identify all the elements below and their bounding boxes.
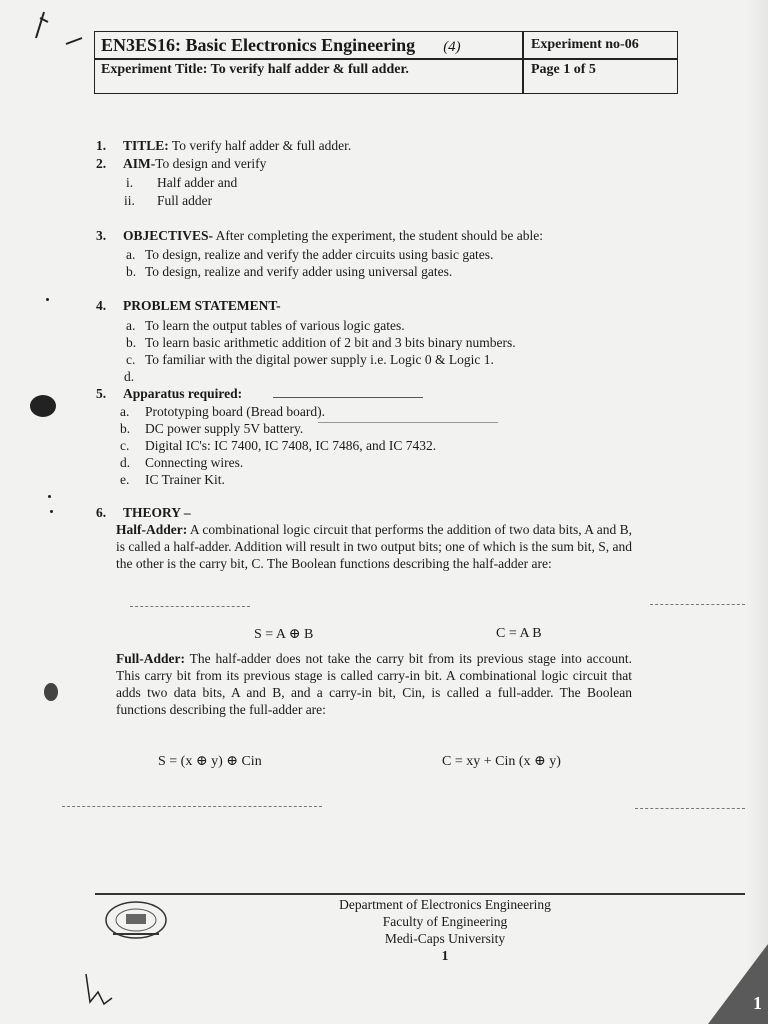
course-title (101, 35, 461, 56)
full-adder-lead: Full-Adder: (116, 651, 185, 666)
experiment-title: Experiment Title: To verify half adder & full adder. (101, 62, 409, 77)
aim-item-marker: i. (126, 175, 134, 190)
section-2-label: AIM- (123, 156, 156, 171)
objective-item: To design, realize and verify the adder circuits using basic gates. (145, 247, 494, 262)
problem-item: To learn the output tables of various logic gates. (145, 318, 405, 333)
scan-speck (48, 495, 51, 498)
scan-edge-shadow (746, 0, 768, 1024)
aim-item: Half adder and (157, 175, 238, 190)
section-3-text: After completing the experiment, the student should be able: (215, 228, 543, 243)
pen-scribble-icon (82, 968, 116, 1008)
footer-university: Medi-Caps University (384, 931, 506, 946)
full-adder-carry-equation: C = xy + Cin (x ⊕ y) (442, 754, 561, 769)
half-adder-paragraph (116, 521, 632, 572)
apparatus-item-marker: d. (120, 455, 131, 470)
full-adder-text: The half-adder does not take the carry bit from its previous stage into account. This carry bit from its previous stage is called carry-in bit. A combinational logic circuit that adds two data bits, A and B, and a carry-in bit, Cin, is called a full-adder. The Boolean functions describing the full-adder are: (116, 651, 632, 717)
objective-item-marker: b. (126, 264, 137, 279)
apparatus-item: IC Trainer Kit. (145, 472, 225, 487)
footer-rule (95, 893, 745, 895)
experiment-number: Experiment no-06 (531, 37, 639, 52)
problem-item-marker: a. (126, 318, 136, 333)
section-1-label: TITLE: (123, 138, 169, 153)
section-5-title: Apparatus required: (123, 386, 243, 401)
footer-faculty: Faculty of Engineering (382, 914, 508, 929)
pencil-dash (62, 806, 322, 807)
apparatus-item: Prototyping board (Bread board). (145, 404, 325, 419)
scan-ink-blot (30, 395, 56, 417)
scan-speck (50, 510, 53, 513)
header-divider-vertical (522, 32, 524, 93)
section-3-number: 3. (96, 228, 107, 243)
pencil-underline (318, 422, 498, 423)
objective-item-marker: a. (126, 247, 136, 262)
section-1-title (123, 138, 351, 154)
apparatus-item: Digital IC's: IC 7400, IC 7408, IC 7486, and IC 7432. (145, 438, 437, 453)
section-4-number: 4. (96, 298, 107, 313)
footer-department: Department of Electronics Engineering (339, 897, 551, 912)
apparatus-item: Connecting wires. (145, 455, 244, 470)
problem-item: To learn basic arithmetic addition of 2 bit and 3 bits binary numbers. (145, 335, 516, 350)
apparatus-item-marker: b. (120, 421, 131, 436)
footer-block (300, 896, 590, 964)
section-6-number: 6. (96, 505, 107, 520)
apparatus-item: DC power supply 5V battery. (145, 421, 304, 436)
section-2-title (123, 156, 266, 172)
objective-item: To design, realize and verify adder using universal gates. (145, 264, 453, 279)
full-adder-paragraph (116, 650, 632, 718)
problem-item-marker: b. (126, 335, 137, 350)
problem-item-marker: d. (124, 369, 135, 384)
section-2-text: To design and verify (155, 156, 267, 171)
problem-item: To familiar with the digital power supply i.e. Logic 0 & Logic 1. (145, 352, 494, 367)
section-6-title: THEORY – (123, 505, 191, 520)
pen-mark-icon (26, 8, 86, 48)
section-3-label: OBJECTIVES- (123, 228, 214, 243)
page-indicator: Page 1 of 5 (531, 62, 596, 77)
aim-item: Full adder (157, 193, 213, 208)
apparatus-item-marker: a. (120, 404, 130, 419)
half-adder-carry-equation: C = A B (496, 626, 542, 641)
header-table (94, 31, 678, 94)
problem-item-marker: c. (126, 352, 136, 367)
section-1-number: 1. (96, 138, 107, 153)
apparatus-item-marker: c. (120, 438, 130, 453)
section-3-title (123, 228, 543, 244)
section-1-text: To verify half adder & full adder. (171, 138, 352, 153)
section-5-number: 5. (96, 386, 107, 401)
corner-page-mark: 1 (753, 993, 762, 1013)
pencil-dash (130, 606, 250, 607)
university-logo-icon (103, 898, 169, 942)
half-adder-text: A combinational logic circuit that performs the addition of two data bits, A and B, is called a half-adder. Addition will result in two output bits; one of which is the sum bit, S, and the other is the carry bit, C. The Boolean functions describing the half-adder are: (116, 522, 632, 571)
pencil-dash (635, 808, 745, 809)
section-2-number: 2. (96, 156, 107, 171)
course-tag: (4) (443, 39, 461, 55)
pencil-underline (273, 397, 423, 398)
half-adder-sum-equation: S = A ⊕ B (254, 627, 314, 642)
scan-ink-blot (44, 683, 58, 701)
aim-item-marker: ii. (124, 193, 135, 208)
scan-speck (46, 298, 49, 301)
course-name: EN3ES16: Basic Electronics Engineering (101, 35, 416, 55)
half-adder-lead: Half-Adder: (116, 522, 188, 537)
footer-page-number: 1 (441, 948, 449, 963)
pencil-dash (650, 604, 745, 605)
apparatus-item-marker: e. (120, 472, 130, 487)
header-divider-horizontal (95, 58, 677, 60)
section-4-title: PROBLEM STATEMENT- (123, 298, 281, 313)
full-adder-sum-equation: S = (x ⊕ y) ⊕ Cin (158, 754, 262, 769)
